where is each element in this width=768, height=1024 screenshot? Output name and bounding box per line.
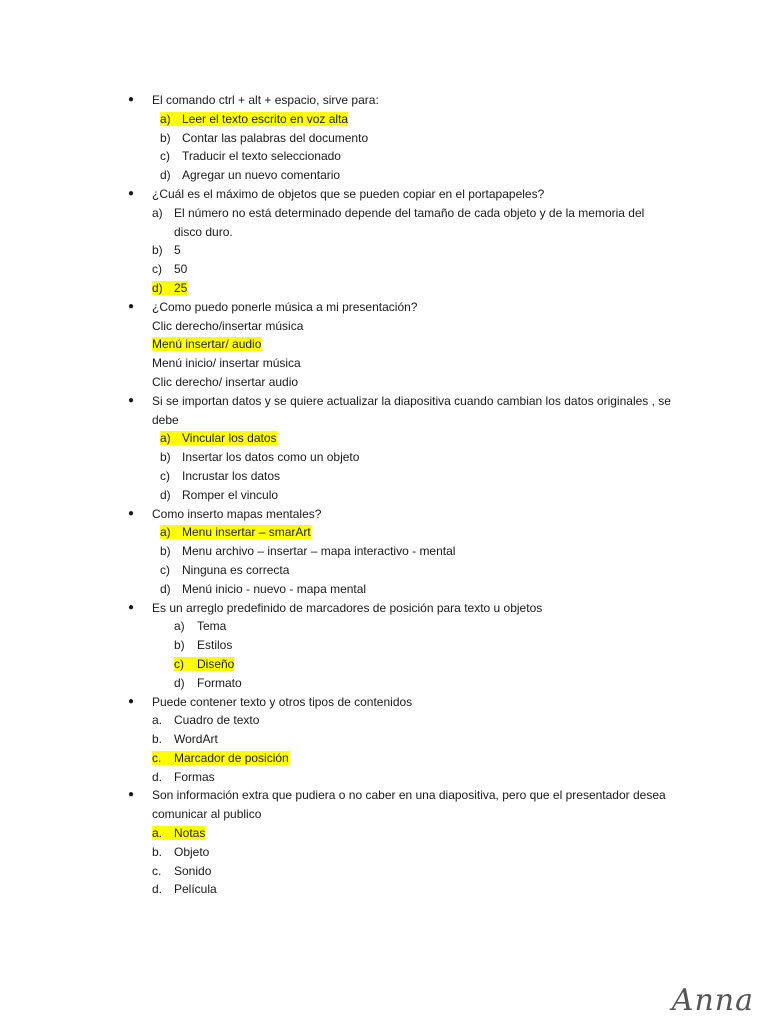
option-text: Notas: [174, 826, 206, 841]
question-item: [0, 599, 768, 618]
option-item: [0, 448, 768, 467]
option-text: Menú inicio/ insertar música: [152, 356, 301, 371]
option-text: Romper el vinculo: [182, 487, 279, 502]
option-text: Clic derecho/ insertar audio: [152, 374, 299, 389]
option-label: a): [160, 525, 171, 540]
option-label: d): [160, 168, 171, 183]
option-label: b): [160, 450, 171, 465]
option-label: d.: [152, 882, 163, 897]
option-text: Leer el texto escrito en voz alta: [182, 111, 349, 126]
option-label: b): [160, 130, 171, 145]
option-text: Incrustar los datos: [182, 468, 281, 483]
option-item: [0, 373, 768, 392]
option-item: [0, 335, 768, 354]
question-item: [0, 693, 768, 712]
option-text: Menu insertar – smarArt: [182, 525, 311, 540]
question-item: [0, 505, 768, 524]
bullet-icon: ●: [128, 789, 135, 801]
option-label: d): [152, 280, 163, 295]
bullet-icon: ●: [128, 300, 135, 312]
question-text: El comando ctrl + alt + espacio, sirve para:: [152, 93, 379, 107]
option-item: [0, 617, 768, 636]
option-label: c.: [152, 863, 162, 878]
question-item: [0, 91, 768, 110]
option-item: [0, 880, 768, 899]
option-label: a.: [152, 713, 163, 728]
option-text: Película: [174, 882, 217, 897]
option-item: [0, 166, 768, 185]
option-item: [0, 843, 768, 862]
option-item: [0, 241, 768, 260]
option-label: b.: [152, 732, 163, 747]
option-label: c): [160, 149, 170, 164]
option-text: Formato: [197, 675, 242, 690]
question-text: Son información extra que pudiera o no caber en una diapositiva, pero que el presentador desea comunicar al publico: [152, 788, 666, 822]
option-item: [0, 204, 768, 242]
question-item: [0, 786, 768, 824]
option-text: Vincular los datos: [182, 431, 277, 446]
option-item: [0, 354, 768, 373]
option-label: a): [160, 111, 171, 126]
option-item: [0, 317, 768, 336]
option-text: Menú inicio - nuevo - mapa mental: [182, 581, 367, 596]
option-text: El número no está determinado depende del tamaño de cada objeto y de la memoria del disco duro.: [174, 205, 645, 239]
option-text: 25: [174, 280, 188, 295]
bullet-icon: ●: [128, 187, 135, 199]
option-item: [0, 730, 768, 749]
bullet-icon: ●: [128, 507, 135, 519]
option-text: Ninguna es correcta: [182, 562, 290, 577]
question-text: ¿Cuál es el máximo de objetos que se pueden copiar en el portapapeles?: [152, 186, 545, 201]
option-label: b.: [152, 844, 163, 859]
option-text: Estilos: [197, 638, 233, 653]
bullet-icon: ●: [128, 394, 135, 406]
question-text: ¿Como puedo ponerle música a mi presentación?: [152, 299, 418, 314]
option-item: [0, 749, 768, 768]
option-text: Traducir el texto seleccionado: [182, 149, 341, 164]
bullet-icon: ●: [128, 94, 135, 105]
bullet-icon: ●: [128, 695, 135, 707]
option-item: [0, 542, 768, 561]
option-label: a): [160, 431, 171, 446]
option-item: [0, 862, 768, 881]
option-label: b): [160, 544, 171, 559]
option-label: b): [152, 243, 163, 258]
option-item: [0, 768, 768, 787]
option-text: Objeto: [174, 844, 210, 859]
option-label: d): [174, 675, 185, 690]
option-item: [0, 110, 768, 129]
option-item: [0, 260, 768, 279]
option-item: [0, 674, 768, 693]
option-label: d): [160, 581, 171, 596]
question-item: [0, 392, 768, 430]
option-label: a): [152, 205, 163, 220]
question-text: Es un arreglo predefinido de marcadores de posición para texto u objetos: [152, 600, 543, 615]
option-label: b): [174, 638, 185, 653]
option-text: Cuadro de texto: [174, 713, 260, 728]
option-item: [0, 711, 768, 730]
option-text: Formas: [174, 769, 215, 784]
option-item: [0, 279, 768, 298]
option-text: 50: [174, 262, 188, 277]
option-item: [0, 561, 768, 580]
option-text: Clic derecho/insertar música: [152, 318, 304, 333]
option-label: d): [160, 487, 171, 502]
question-item: [0, 298, 768, 317]
option-text: 5: [174, 243, 181, 258]
option-item: [0, 129, 768, 148]
question-text: Como inserto mapas mentales?: [152, 506, 322, 521]
option-item: [0, 523, 768, 542]
option-text: Tema: [197, 619, 227, 634]
bullet-icon: ●: [128, 601, 135, 613]
option-item: [0, 486, 768, 505]
question-text: Puede contener texto y otros tipos de contenidos: [152, 694, 413, 709]
option-text: Marcador de posición: [174, 750, 289, 765]
option-text: Diseño: [197, 656, 235, 671]
option-text: Contar las palabras del documento: [182, 130, 369, 145]
option-item: [0, 824, 768, 843]
option-label: c): [160, 468, 170, 483]
option-label: d.: [152, 769, 163, 784]
option-text: Menú insertar/ audio: [152, 337, 262, 352]
question-text: Si se importan datos y se quiere actualizar la diapositiva cuando cambian los datos originales , se debe: [152, 393, 671, 427]
option-text: Insertar los datos como un objeto: [182, 450, 360, 465]
option-item: [0, 580, 768, 599]
option-item: [0, 429, 768, 448]
option-item: [0, 655, 768, 674]
option-label: a.: [152, 826, 163, 841]
question-list: [0, 91, 768, 899]
option-item: [0, 147, 768, 166]
option-text: Menu archivo – insertar – mapa interactivo - mental: [182, 544, 456, 559]
option-text: Agregar un nuevo comentario: [182, 168, 341, 183]
option-label: c): [152, 262, 162, 277]
option-item: [0, 636, 768, 655]
option-text: Sonido: [174, 863, 212, 878]
option-label: c.: [152, 750, 162, 765]
option-label: a): [174, 619, 185, 634]
option-item: [0, 467, 768, 486]
question-item: [0, 185, 768, 204]
option-text: WordArt: [174, 732, 218, 747]
signature: Anna: [671, 983, 754, 1018]
option-label: c): [174, 656, 184, 671]
option-label: c): [160, 562, 170, 577]
